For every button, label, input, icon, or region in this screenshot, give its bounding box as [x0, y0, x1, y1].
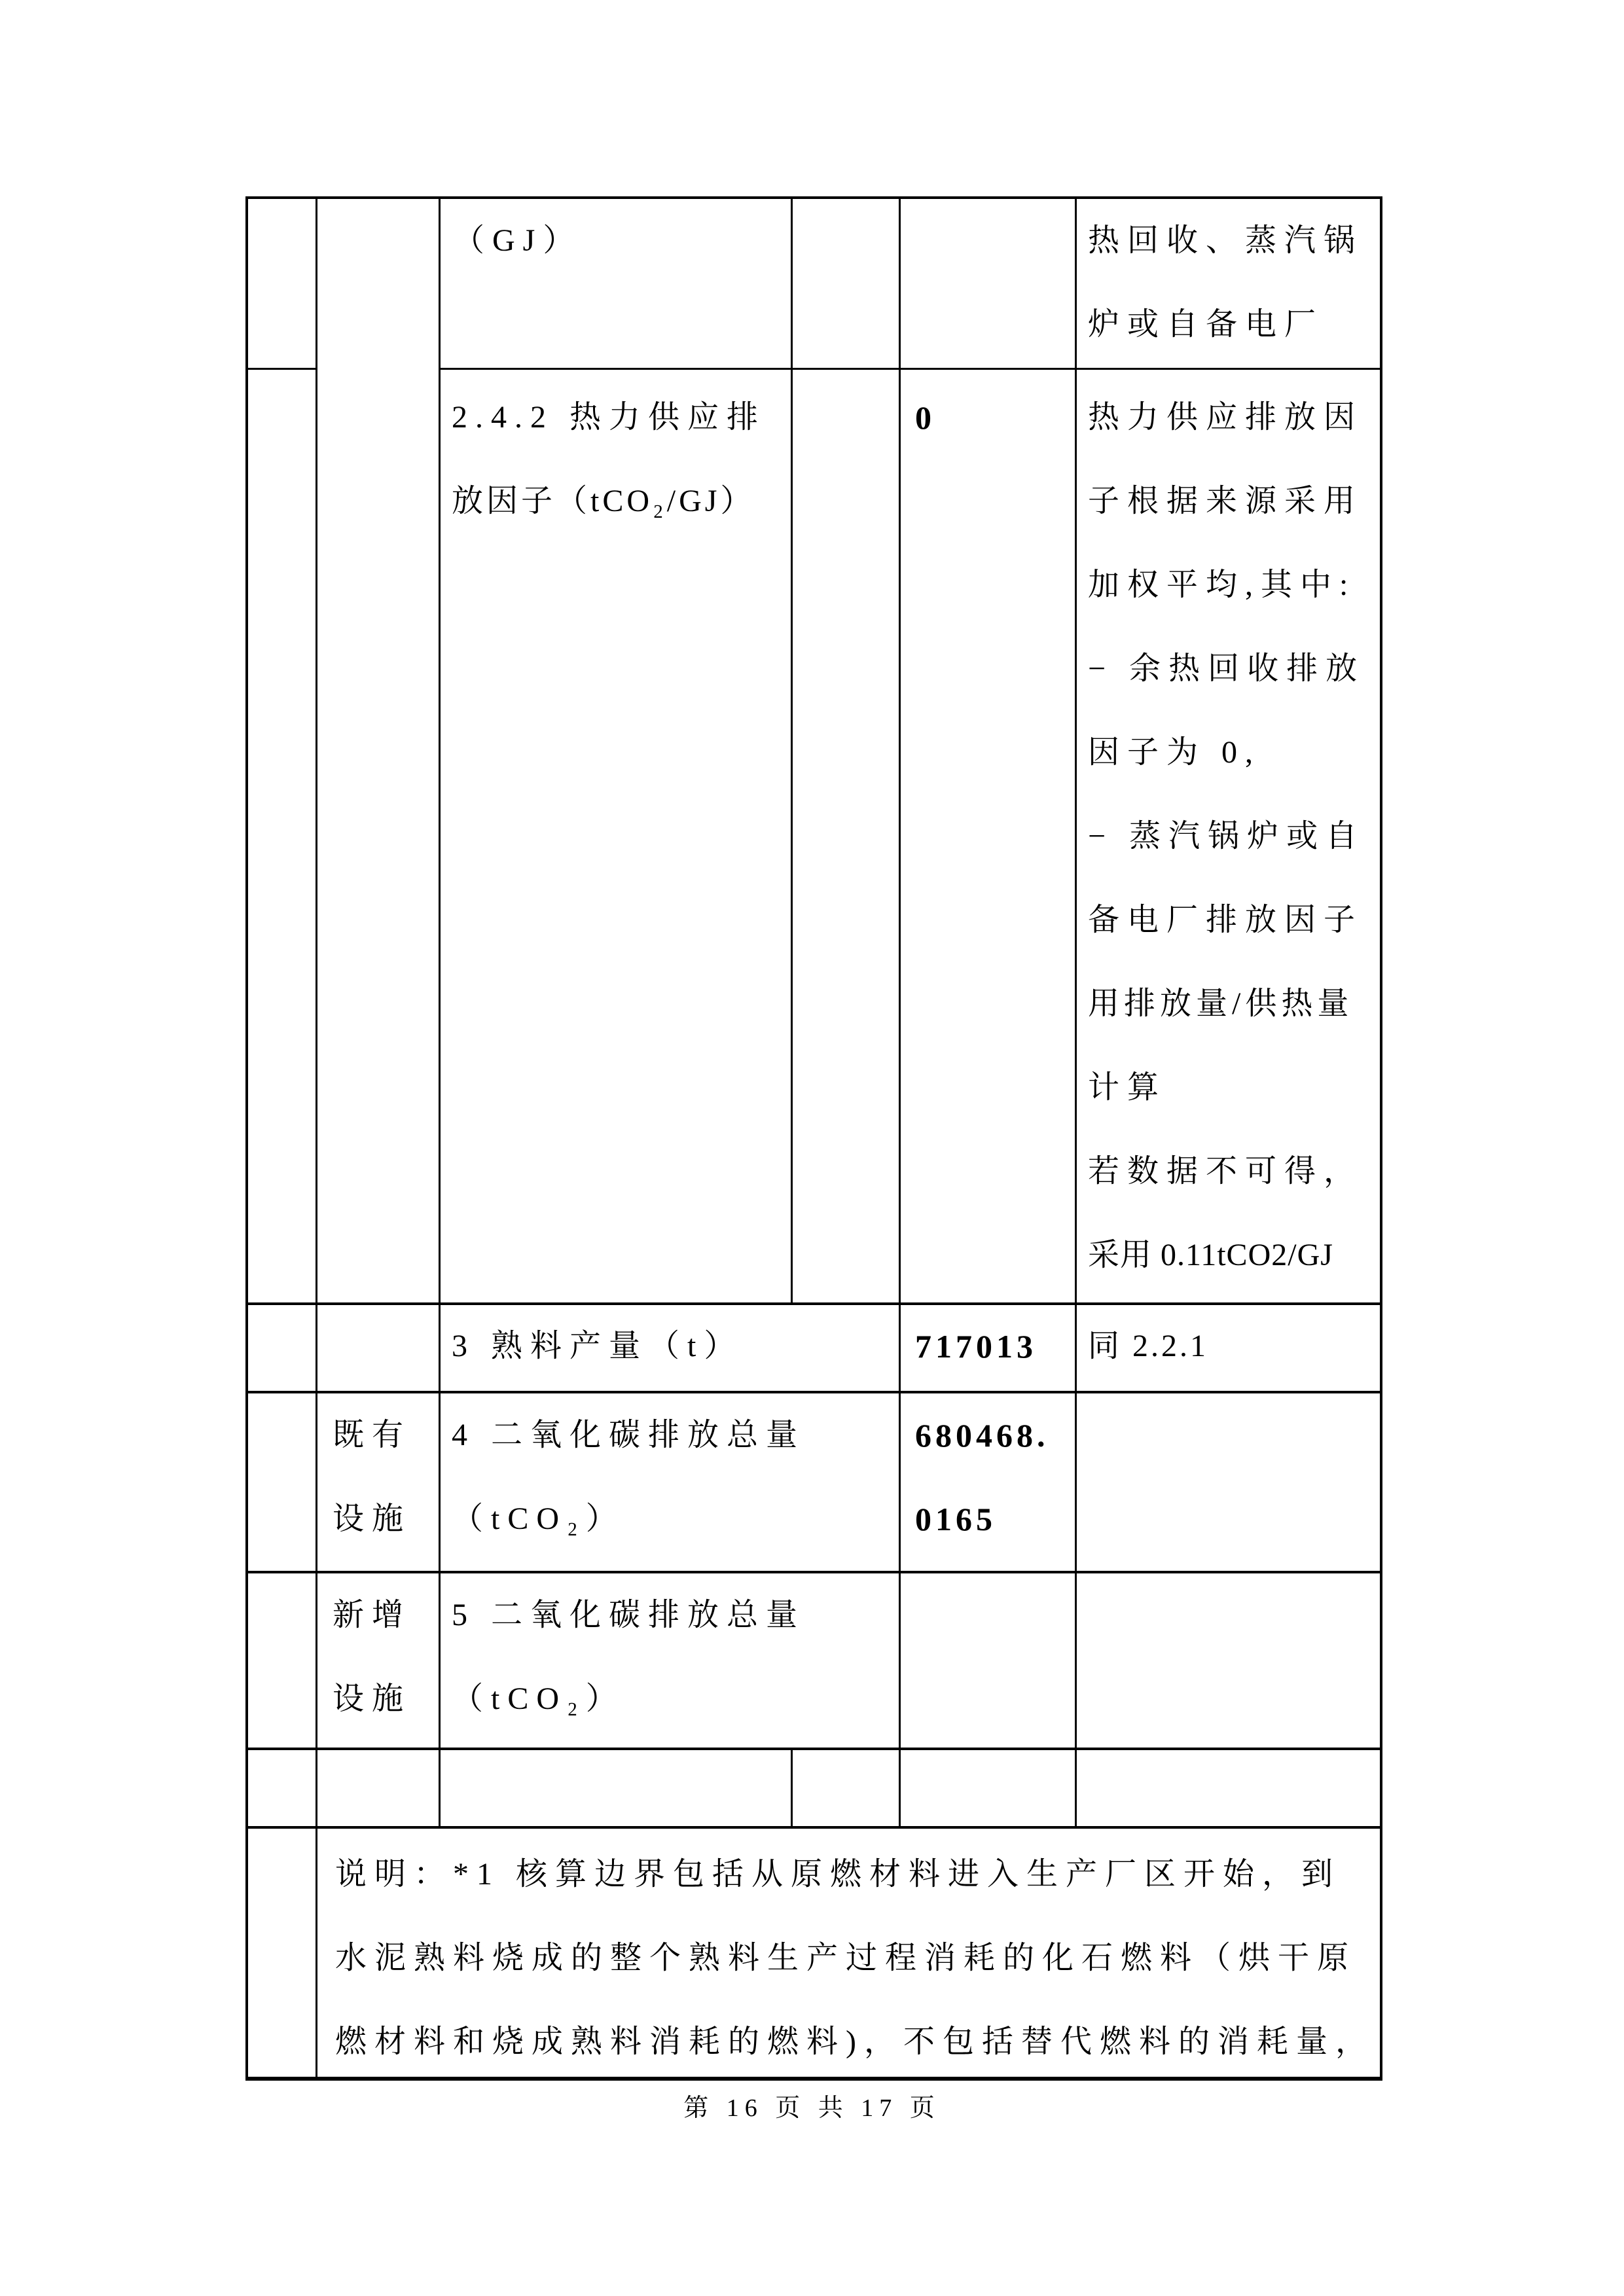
text-line: 既有 [333, 1418, 412, 1452]
table-gridline-rowF [245, 1826, 1382, 1829]
text-line: 放因子（tCO₂/GJ） [452, 484, 755, 518]
table-gridline-col2 [439, 196, 441, 1826]
text-line: 4 二氧化碳排放总量 [452, 1418, 806, 1452]
cell-existing-co2-item [452, 1393, 897, 1561]
cell-heat-factor-note [1088, 376, 1380, 1297]
text-line: 热力供应排放因 [1088, 400, 1363, 435]
table-gridline-col1 [316, 196, 317, 2081]
text-line: 热回收、蒸汽锅 [1088, 223, 1363, 258]
cell-clinker-output-value: 717013 [915, 1328, 1037, 1365]
text-line: 设施 [333, 1501, 412, 1536]
cell-clinker-output-note: 同 2.2.1 [1088, 1329, 1209, 1363]
cell-new-co2-item [452, 1573, 897, 1741]
text-line: − 蒸汽锅炉或自 [1088, 819, 1365, 853]
text-line: 计算 [1088, 1070, 1167, 1105]
table-gridline-rowA-right [439, 368, 1382, 370]
text-line: 5 二氧化碳排放总量 [452, 1598, 806, 1632]
cell-heat-factor-item [452, 376, 788, 543]
text-line: 2.4.2 热力供应排 [452, 400, 767, 435]
text-line: 680468. [915, 1417, 1049, 1454]
text-line: 备电厂排放因子 [1088, 903, 1363, 937]
text-line: 燃材料和烧成熟料消耗的燃料)，不包括替代燃料的消耗量， [335, 2024, 1375, 2059]
text-line: 0165 [915, 1501, 996, 1537]
text-line: 水泥熟料烧成的整个熟料生产过程消耗的化石燃料（烘干原 [335, 1941, 1357, 1975]
text-line: （tCO₂） [452, 1501, 625, 1536]
text-line: 加权平均,其中: [1088, 567, 1356, 602]
text-line: 炉或自备电厂 [1088, 307, 1324, 342]
text-line: 子根据来源采用 [1088, 484, 1363, 518]
table-gridline-rowA-left [245, 368, 316, 370]
table-gridline-rowE [245, 1748, 1382, 1750]
cell-heat-factor-value: 0 [915, 399, 935, 436]
text-line: 新增 [333, 1598, 412, 1632]
table-gridline-col5 [1075, 196, 1077, 1826]
text-line: 设施 [333, 1681, 412, 1716]
cell-heat-supply-note [1088, 199, 1380, 367]
table-border-right [1380, 196, 1382, 2081]
text-line: 若数据不可得， [1088, 1154, 1363, 1189]
table-border-left [245, 196, 248, 2081]
cell-existing-co2-value [915, 1393, 1072, 1561]
table-gridline-col3-upper [791, 196, 793, 1302]
text-line: 用排放量/供热量 [1088, 986, 1354, 1021]
table-gridline-col4 [899, 196, 901, 1826]
cell-clinker-output-item: 3 熟料产量（t） [452, 1329, 744, 1363]
table-gridline-col3-lower [791, 1748, 793, 1826]
text-line: （tCO₂） [452, 1681, 625, 1716]
text-line: 因子为 0, [1088, 735, 1261, 770]
cell-table-notes [335, 1833, 1380, 2084]
page-number-footer: 第 16 页 共 17 页 [683, 2094, 941, 2122]
text-line: − 余热回收排放 [1088, 651, 1365, 686]
cell-heat-supply-unit: （GJ） [453, 223, 583, 258]
text-line: 采用 0.11tCO2/GJ [1088, 1238, 1333, 1272]
cell-existing-facility-label [333, 1393, 437, 1561]
text-line: 说明：*1 核算边界包括从原燃材料进入生产厂区开始，到 [335, 1857, 1341, 1892]
cell-new-facility-label [333, 1573, 437, 1741]
